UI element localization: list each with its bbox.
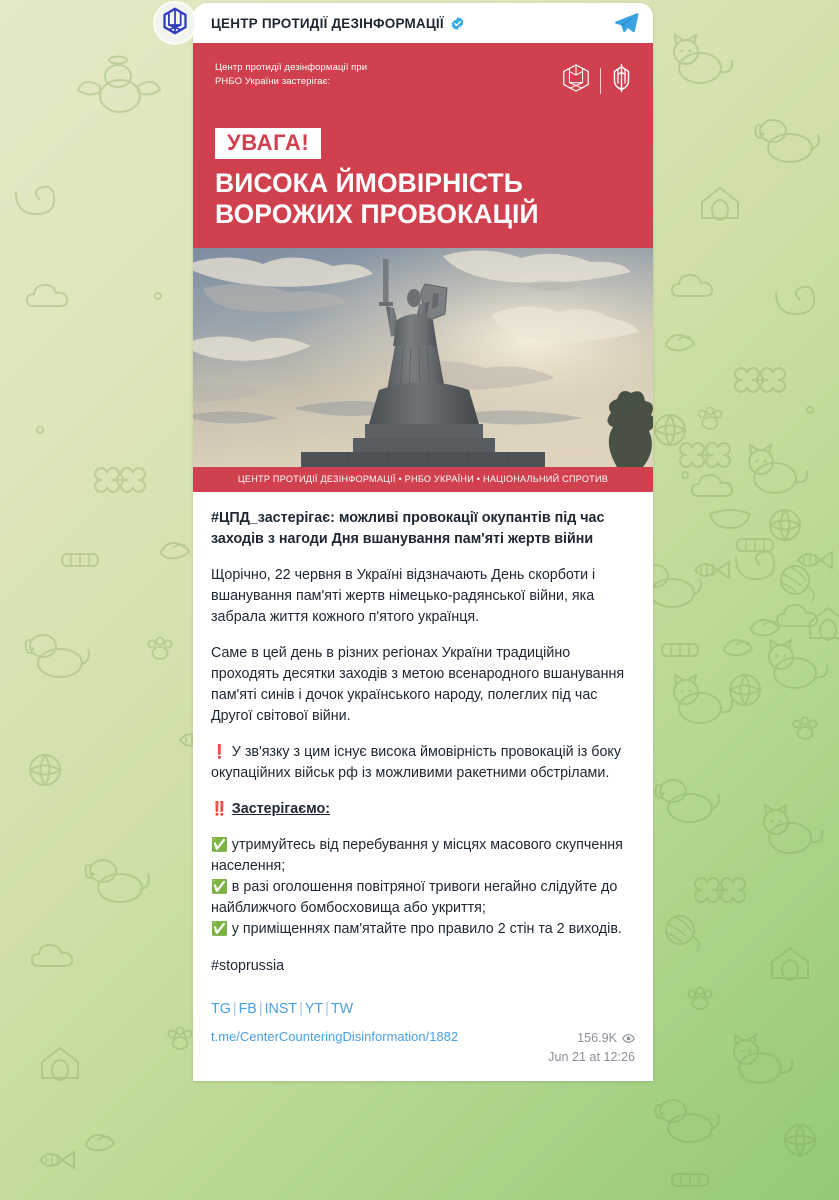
cube-logo-avatar-icon [161,7,189,40]
social-link-yt[interactable]: YT [304,1001,324,1018]
message-paragraph-3-text: У зв'язку з цим існує висока ймовірність провокацій із боку окупаційних військ рф із можливими ракетними обстрілами. [211,744,621,782]
channel-avatar[interactable] [155,3,195,43]
eye-icon [622,1032,635,1045]
post-meta-row [193,1017,653,1081]
post-timestamp: Jun 21 at 12:26 [548,1050,635,1065]
attention-chip: УВАГА! [215,128,321,159]
channel-name: ЦЕНТР ПРОТИДІЇ ДЕЗІНФОРМАЦІЇ [211,15,444,31]
message-paragraph-3 [211,742,635,784]
telegram-post-card [193,3,653,1081]
views-row [548,1029,635,1048]
message-paragraph-2: Саме в цей день в різних регіонах України традиційно проходять десятки заходів з метою всенародного вшанування пам'яті синів і дочок українського народу, полеглих під час Другої світової війни. [211,645,625,725]
message-text [193,492,653,983]
double-alert-emoji-icon: ‼️ [211,801,228,817]
checklist-item-2: в разі оголошення повітряної тривоги негайно слідуйте до найближчого бомбосховища або укриття; [211,879,618,917]
post-header [193,3,653,43]
cube-wireframe-emblem-icon [561,63,591,98]
motherland-monument-photo [193,248,653,467]
post-permalink[interactable]: t.me/CenterCounteringDisinformation/1882 [211,1029,459,1045]
social-link-tg[interactable]: TG [211,1001,231,1018]
check-emoji-icon-2: ✅ [211,879,228,895]
check-emoji-icon-1: ✅ [211,837,228,853]
checklist [211,835,635,940]
telegram-plane-icon[interactable] [613,10,639,36]
alert-emoji-icon: ❗ [211,744,228,760]
checklist-item-3: у приміщеннях пам'ятайте про правило 2 стін та 2 виходів. [231,921,622,938]
poster-top-row [193,43,653,98]
emblem-divider [600,68,601,94]
post-stats [548,1029,635,1067]
poster-kicker-line1: Центр протидії дезінформації при [215,62,368,73]
check-emoji-icon-3: ✅ [211,921,228,937]
message-paragraph-1: Щорічно, 22 червня в Україні відзначають День скорботи і вшанування пам'яті жертв німецько-радянської війни, яка забрала життя кожного п'ятого українця. [211,567,596,626]
warning-heading-row [211,799,635,820]
verified-badge-icon [450,16,465,31]
views-count: 156.9K [577,1031,617,1046]
poster-kicker-line2: РНБО України застерігає: [215,75,331,87]
infographic-poster [193,43,653,492]
link-separator-1: | [232,1001,237,1018]
message-lead: #ЦПД_застерігає: можливі провокації окупантів під час заходів з нагоди Дня вшанування пам'яті жертв війни [211,510,605,548]
headline-line-2: ВОРОЖИХ ПРОВОКАЦІЙ [215,199,539,229]
poster-kicker [215,61,367,89]
ukraine-trident-emblem-icon [610,63,633,98]
warning-heading: Застерігаємо: [231,801,330,818]
link-separator-4: | [325,1001,329,1018]
social-link-fb[interactable]: FB [238,1001,257,1018]
poster-headline [193,98,653,248]
social-links-row [193,999,653,1017]
hashtag-stoprussia[interactable]: #stoprussia [211,958,285,975]
social-link-tw[interactable]: TW [330,1001,354,1018]
headline-line-1: ВИСОКА ЙМОВІРНІСТЬ [215,168,523,198]
checklist-item-1: утримуйтесь від перебування у місцях масового скупчення населення; [211,837,623,875]
link-separator-2: | [258,1001,263,1018]
social-link-inst[interactable]: INST [264,1001,298,1018]
poster-footer-bar: ЦЕНТР ПРОТИДІЇ ДЕЗІНФОРМАЦІЇ • РНБО УКРАЇНИ • НАЦІОНАЛЬНИЙ СПРОТИВ [193,467,653,492]
link-separator-3: | [299,1001,303,1018]
poster-emblems [561,61,633,98]
